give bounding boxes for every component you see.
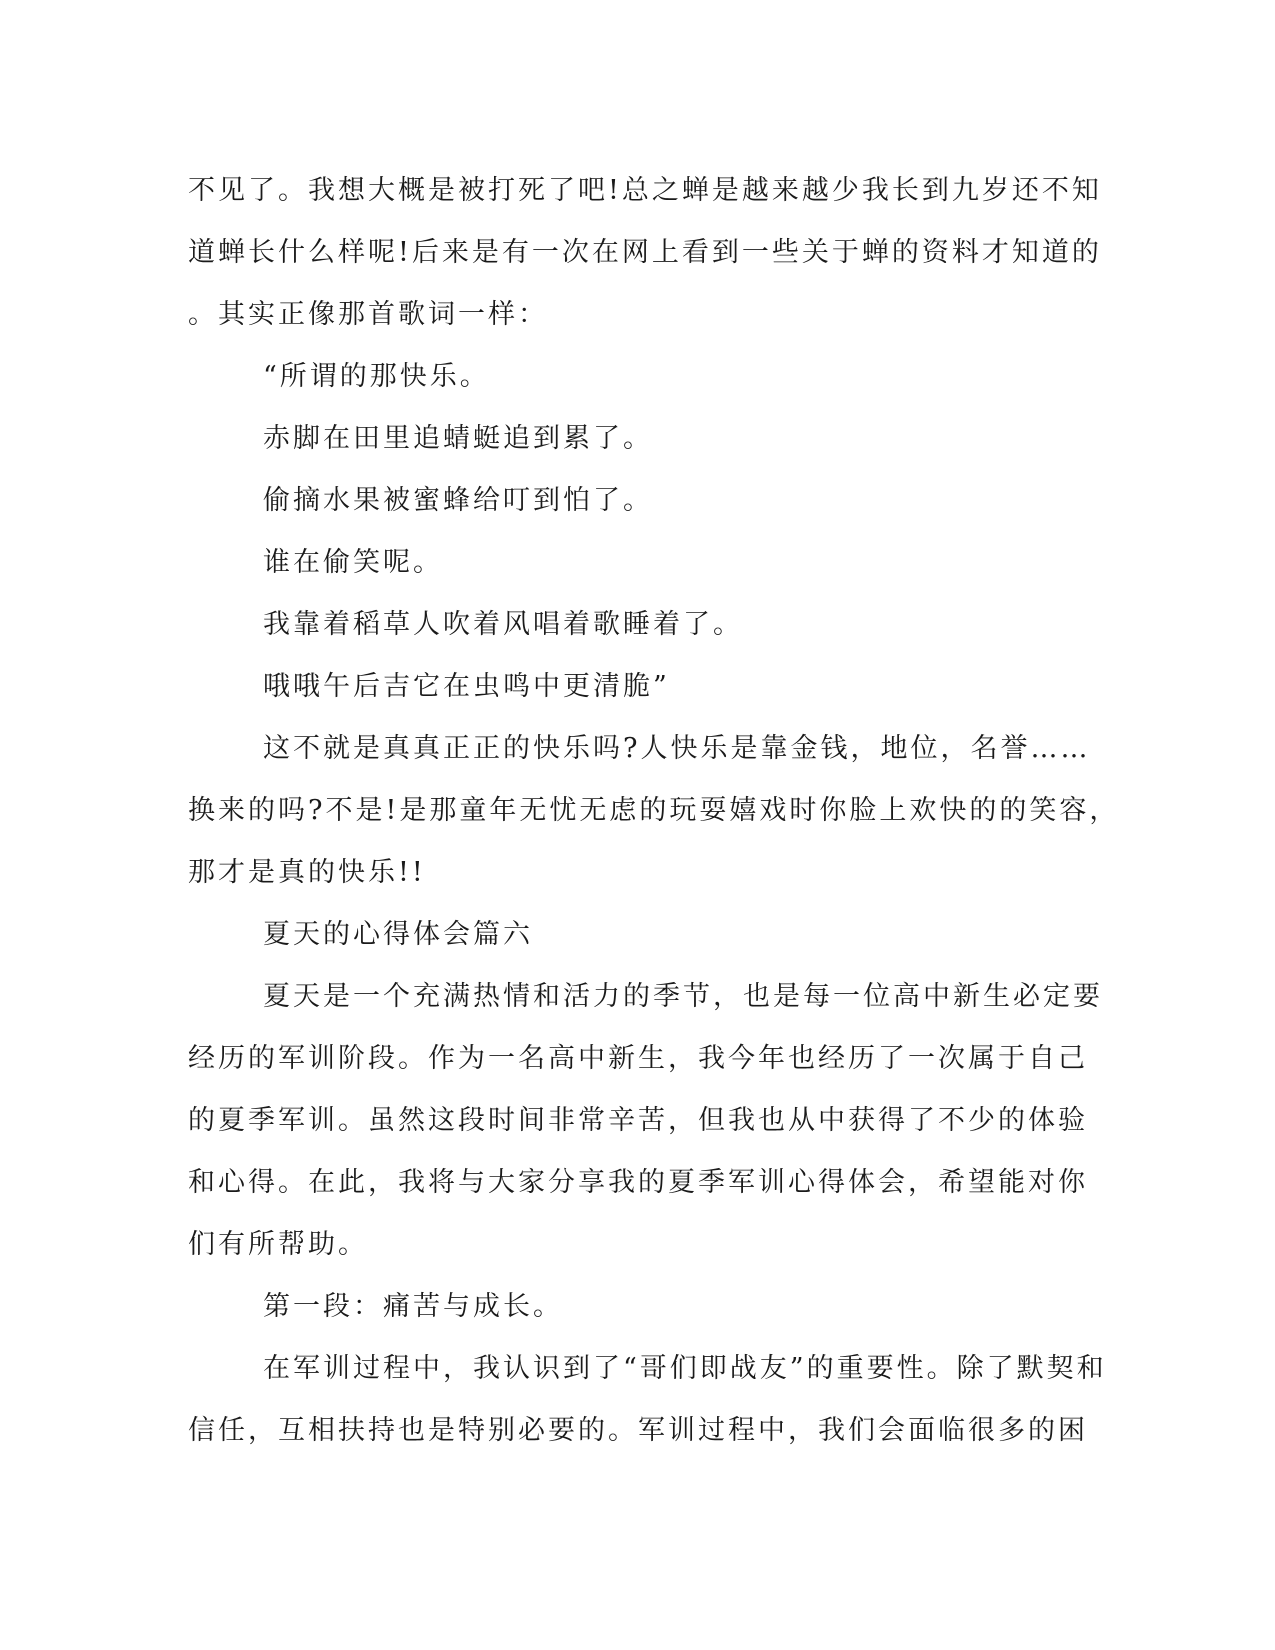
text-line: 。其实正像那首歌词一样： [188, 299, 548, 330]
text-line: 赤脚在田里追蜻蜓追到累了。 [263, 423, 653, 454]
text-line: 经历的军训阶段。作为一名高中新生，我今年也经历了一次属于自己 [188, 1043, 1088, 1074]
text-line: 和心得。在此，我将与大家分享我的夏季军训心得体会，希望能对你 [188, 1167, 1088, 1198]
document-body [188, 160, 1120, 1462]
text-line: 哦哦午后吉它在虫鸣中更清脆” [263, 671, 670, 702]
text-line: 换来的吗?不是!是那童年无忧无虑的玩耍嬉戏时你脸上欢快的的笑容， [188, 795, 1120, 826]
section-heading: 夏天的心得体会篇六 [263, 919, 533, 950]
text-line: 夏天是一个充满热情和活力的季节，也是每一位高中新生必定要 [263, 981, 1103, 1012]
text-line: 那才是真的快乐!! [188, 857, 426, 888]
text-line: 偷摘水果被蜜蜂给叮到怕了。 [263, 485, 653, 516]
text-line: 我靠着稻草人吹着风唱着歌睡着了。 [263, 609, 743, 640]
text-line: “所谓的那快乐。 [263, 361, 490, 392]
subsection-heading: 第一段：痛苦与成长。 [263, 1291, 563, 1322]
text-line: 谁在偷笑呢。 [263, 547, 443, 578]
text-line: 在军训过程中，我认识到了“哥们即战友”的重要性。除了默契和 [263, 1353, 1107, 1384]
text-line: 不见了。我想大概是被打死了吧!总之蝉是越来越少我长到九岁还不知 [188, 175, 1102, 206]
text-line: 这不就是真真正正的快乐吗?人快乐是靠金钱，地位，名誉…… [263, 733, 1091, 764]
text-line: 道蝉长什么样呢!后来是有一次在网上看到一些关于蝉的资料才知道的 [188, 237, 1102, 268]
text-line: 信任，互相扶持也是特别必要的。军训过程中，我们会面临很多的困 [188, 1415, 1088, 1446]
text-line: 们有所帮助。 [188, 1229, 368, 1260]
text-line: 的夏季军训。虽然这段时间非常辛苦，但我也从中获得了不少的体验 [188, 1105, 1088, 1136]
